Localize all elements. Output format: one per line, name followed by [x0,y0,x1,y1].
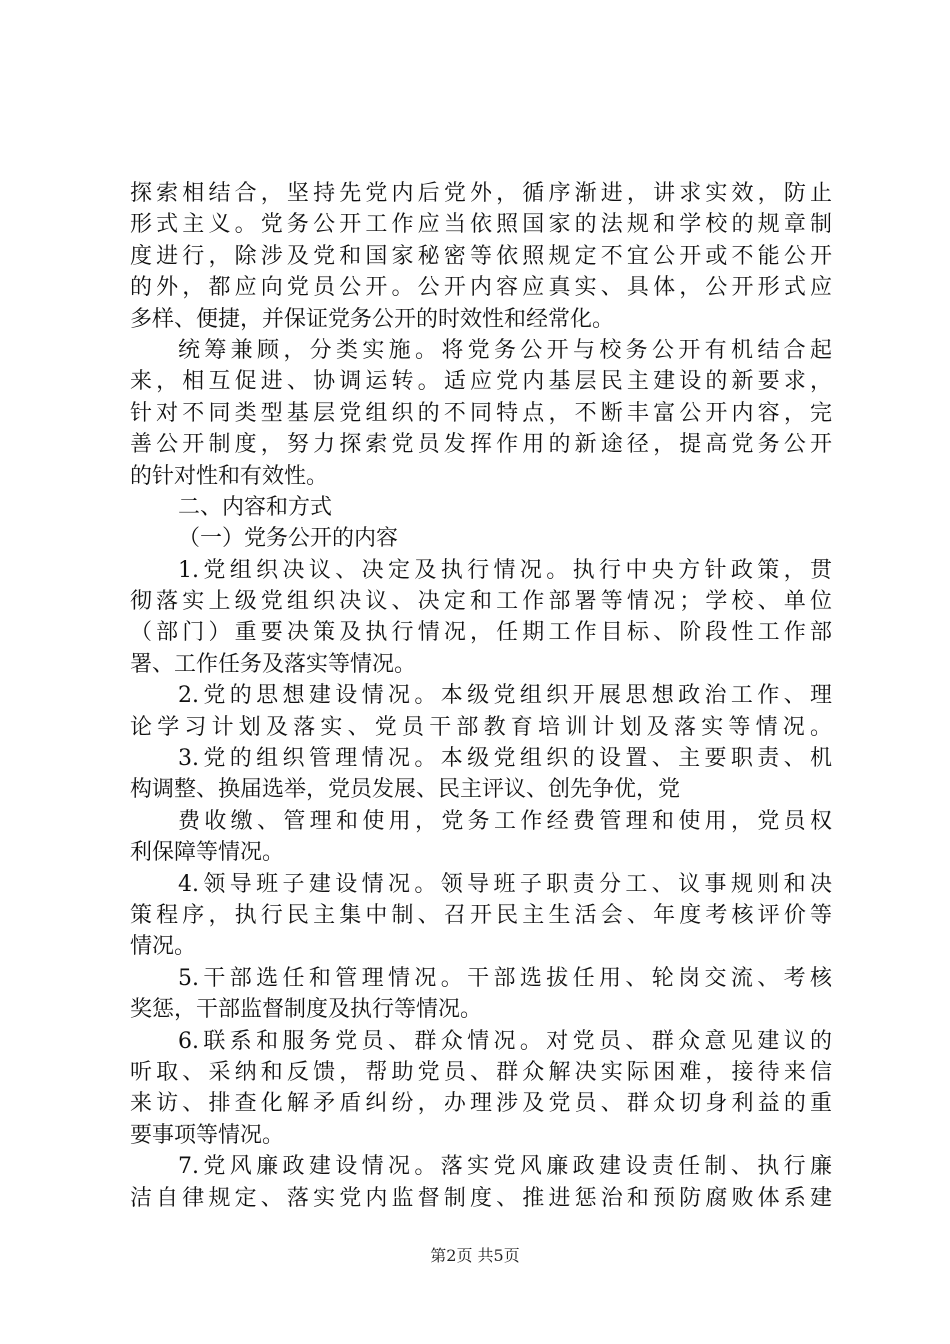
document-line: 形式主义。党务公开工作应当依照国家的法规和学校的规章制 [130,212,832,238]
document-line: 听取、采纳和反馈，帮助党员、群众解决实际困难，接待来信 [130,1059,832,1085]
document-line: 来访、排查化解矛盾纠纷，办理涉及党员、群众切身利益的重 [130,1091,832,1117]
document-line: 5.干部选任和管理情况。干部选拔任用、轮岗交流、考核 [178,965,832,991]
document-line: 的针对性和有效性。 [130,463,329,489]
document-line: 洁自律规定、落实党内监督制度、推进惩治和预防腐败体系建 [130,1185,832,1211]
document-line: 多样、便捷，并保证党务公开的时效性和经常化。 [130,306,615,332]
document-line: 针对不同类型基层党组织的不同特点，不断丰富公开内容，完 [130,400,832,426]
document-line: 的外，都应向党员公开。公开内容应真实、具体，公开形式应 [130,275,832,301]
document-body [130,178,832,1214]
document-line: 利保障等情况。 [130,840,285,866]
document-line: 善公开制度，努力探索党员发挥作用的新途径，提高党务公开 [130,432,832,458]
document-line: （部门）重要决策及执行情况，任期工作目标、阶段性工作部 [130,620,832,646]
document-line: 3.党的组织管理情况。本级党组织的设置、主要职责、机 [178,746,832,772]
document-line: 度进行，除涉及党和国家秘密等依照规定不宜公开或不能公开 [130,243,832,269]
document-line: 构调整、换届选举，党员发展、民主评议、创先争优，党 [130,777,681,803]
document-line: 4.领导班子建设情况。领导班子职责分工、议事规则和决 [178,871,832,897]
document-line: 统筹兼顾，分类实施。将党务公开与校务公开有机结合起 [178,337,832,363]
document-line: 要事项等情况。 [130,1122,285,1148]
document-line: 署、工作任务及落实等情况。 [130,651,417,677]
document-line: 费收缴、管理和使用，党务工作经费管理和使用，党员权 [178,808,832,834]
page-footer: 第2页 共5页 [430,1246,520,1265]
document-line: 情况。 [130,934,197,960]
document-line: （一）党务公开的内容 [178,526,399,552]
document-line: 2.党的思想建设情况。本级党组织开展思想政治工作、理 [178,683,832,709]
document-line: 探索相结合，坚持先党内后党外，循序渐进，讲求实效，防止 [130,181,832,206]
document-line: 来，相互促进、协调运转。适应党内基层民主建设的新要求， [130,369,832,395]
document-line: 奖惩，干部监督制度及执行等情况。 [130,997,483,1023]
document-line: 7.党风廉政建设情况。落实党风廉政建设责任制、执行廉 [178,1154,832,1180]
document-line: 1.党组织决议、决定及执行情况。执行中央方针政策，贯 [178,557,832,583]
document-line: 二、内容和方式 [178,494,333,520]
document-line: 6.联系和服务党员、群众情况。对党员、群众意见建议的 [178,1028,832,1054]
document-line: 彻落实上级党组织决议、决定和工作部署等情况；学校、单位 [130,589,832,615]
document-line: 论学习计划及落实、党员干部教育培训计划及落实等情况。 [130,714,832,740]
document-line: 策程序，执行民主集中制、召开民主生活会、年度考核评价等 [130,902,832,928]
